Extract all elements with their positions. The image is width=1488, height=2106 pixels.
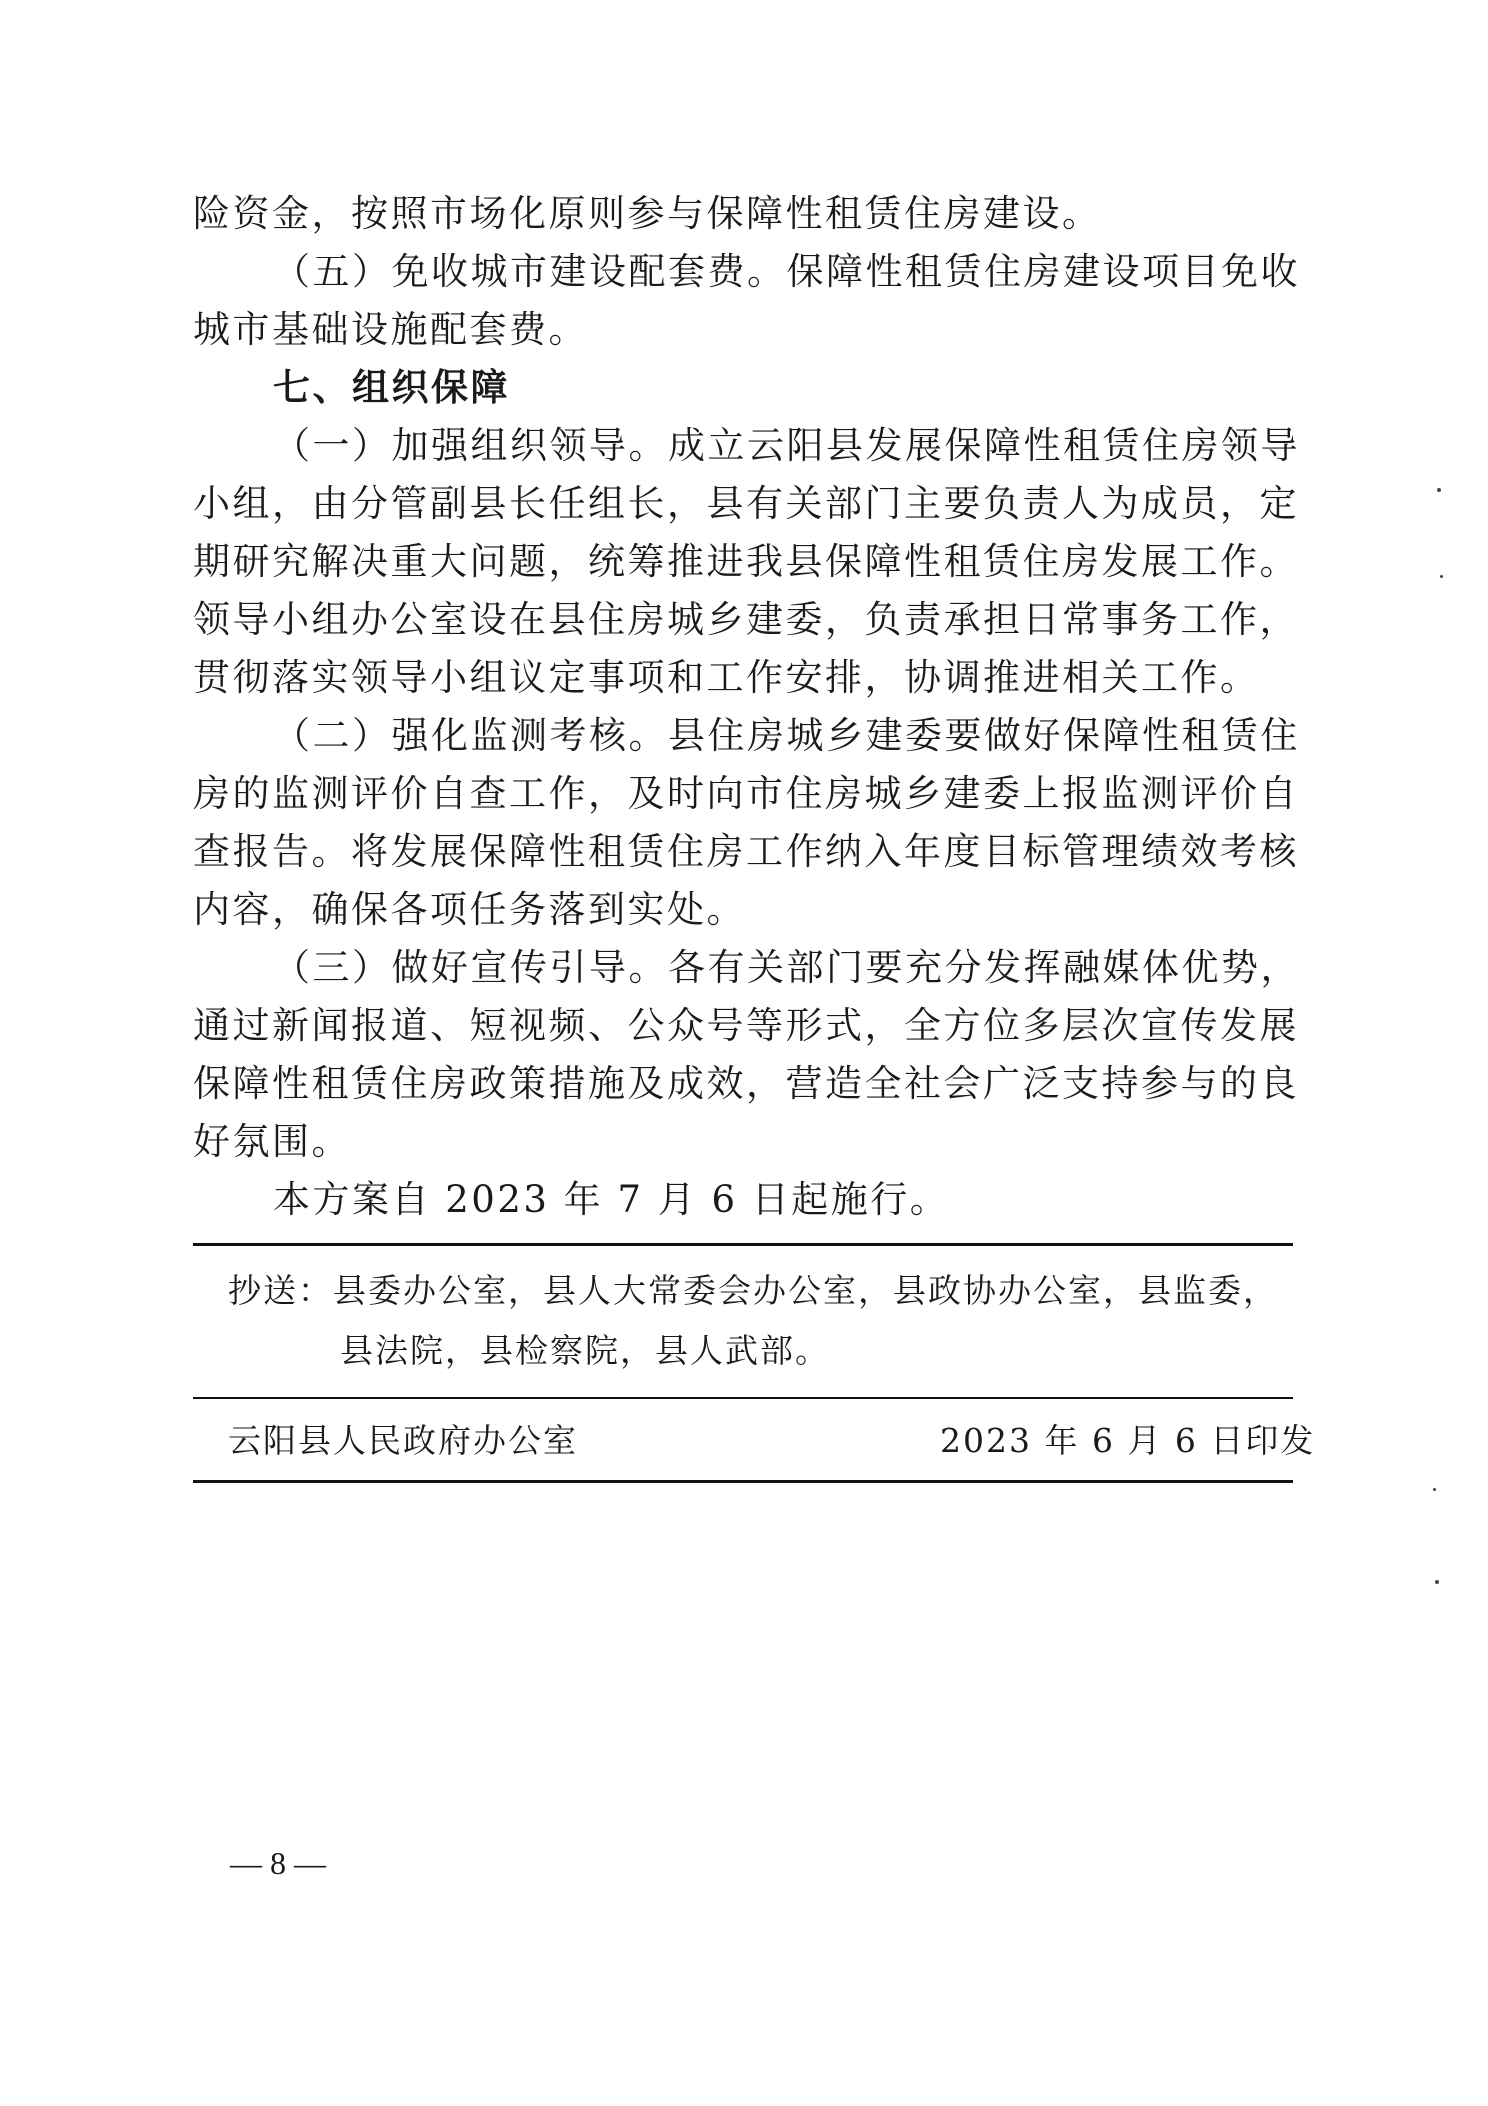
footer-middle-rule (193, 1397, 1293, 1399)
body-line: 贯彻落实领导小组议定事项和工作安排，协调推进相关工作。 (193, 656, 1260, 699)
scan-speck (1433, 1488, 1436, 1491)
scan-speck (1440, 575, 1443, 578)
scan-speck (1437, 488, 1441, 492)
footer-top-rule (193, 1243, 1293, 1246)
body-line: （一）加强组织领导。成立云阳县发展保障性租赁住房领导 (273, 424, 1300, 467)
body-line: 领导小组办公室设在县住房城乡建委，负责承担日常事务工作， (193, 598, 1299, 641)
section-heading: 七、组织保障 (273, 365, 510, 409)
body-line: 城市基础设施配套费。 (193, 308, 588, 351)
issue-date: 2023 年 6 月 6 日印发 (940, 1421, 1316, 1460)
cc-line-2: 县法院，县检察院，县人武部。 (340, 1331, 830, 1370)
body-line: （五）免收城市建设配套费。保障性租赁住房建设项目免收 (273, 250, 1300, 293)
body-line: （二）强化监测考核。县住房城乡建委要做好保障性租赁住 (273, 714, 1300, 757)
body-line: 好氛围。 (193, 1120, 351, 1163)
body-line: 查报告。将发展保障性租赁住房工作纳入年度目标管理绩效考核 (193, 830, 1299, 873)
footer-bottom-rule (193, 1480, 1293, 1483)
body-line: 保障性租赁住房政策措施及成效，营造全社会广泛支持参与的良 (193, 1062, 1299, 1105)
body-line: 小组，由分管副县长任组长，县有关部门主要负责人为成员，定 (193, 482, 1299, 525)
issuing-office: 云阳县人民政府办公室 (228, 1421, 578, 1460)
body-line: （三）做好宣传引导。各有关部门要充分发挥融媒体优势， (273, 946, 1300, 989)
cc-line-1: 抄送：县委办公室，县人大常委会办公室，县政协办公室，县监委， (228, 1271, 1278, 1310)
body-line: 险资金，按照市场化原则参与保障性租赁住房建设。 (193, 192, 1102, 235)
scan-speck (1435, 1580, 1439, 1584)
body-line: 通过新闻报道、短视频、公众号等形式，全方位多层次宣传发展 (193, 1004, 1299, 1047)
body-line: 期研究解决重大问题，统筹推进我县保障性租赁住房发展工作。 (193, 540, 1299, 583)
page-number: — 8 — (230, 1845, 326, 1881)
body-line: 房的监测评价自查工作，及时向市住房城乡建委上报监测评价自 (193, 772, 1299, 815)
effective-date-line: 本方案自 2023 年 7 月 6 日起施行。 (273, 1178, 950, 1221)
body-line: 内容，确保各项任务落到实处。 (193, 888, 746, 931)
